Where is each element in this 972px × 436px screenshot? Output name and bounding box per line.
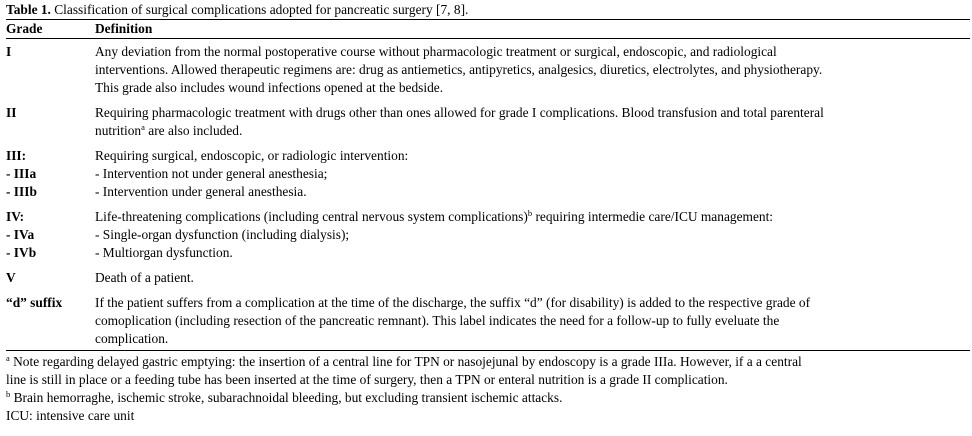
definition-line: Death of a patient. — [95, 270, 194, 285]
grade-cell — [6, 140, 95, 201]
definition-line: - Intervention under general anesthesia. — [95, 184, 307, 199]
grade-label: III: — [6, 148, 27, 163]
grade-cell — [6, 201, 95, 262]
definition-cell — [95, 39, 970, 98]
definition-cell — [95, 97, 970, 140]
grade-label: II — [6, 105, 17, 120]
footnote-a-continued: line is still in place or a feeding tube has been inserted at the time of surgery, then a TPN or enteral nutrition is a grade II complication. — [6, 372, 728, 387]
table-caption-label: Table 1. — [6, 2, 51, 17]
footnote-marker-b: b — [527, 208, 533, 218]
complications-table — [6, 19, 970, 351]
table-row — [6, 39, 970, 98]
footnote-a — [6, 353, 970, 371]
definition-line: This grade also includes wound infections opened at the bedside. — [95, 80, 444, 95]
table-document — [0, 1, 972, 436]
table-row — [6, 262, 970, 287]
definition-line: comoplication (including resection of the pancreatic remnant). This label indicates the need for a follow-up to fully eveluate the — [95, 313, 780, 328]
grade-sublabel: - IVa — [6, 227, 35, 242]
definition-text: Life-threatening complications (including central nervous system complications) — [95, 209, 528, 224]
definition-line — [95, 122, 970, 140]
definition-cell — [95, 287, 970, 351]
definition-line: Requiring surgical, endoscopic, or radiologic intervention: — [95, 148, 409, 163]
definition-cell — [95, 140, 970, 201]
grade-cell — [6, 97, 95, 140]
header-definition: Definition — [95, 20, 970, 39]
grade-cell — [6, 262, 95, 287]
definition-line: If the patient suffers from a complication at the time of the discharge, the suffix “d” (for disability) is added to the respective grade of — [95, 295, 811, 310]
header-grade: Grade — [6, 20, 95, 39]
table-row — [6, 287, 970, 351]
table-caption — [6, 1, 970, 19]
table-row — [6, 140, 970, 201]
grade-label: IV: — [6, 209, 25, 224]
table-row — [6, 97, 970, 140]
grade-sublabel: - IVb — [6, 245, 37, 260]
grade-label: I — [6, 44, 12, 59]
definition-text: nutrition — [95, 123, 142, 138]
footnote-icu: ICU: intensive care unit — [6, 408, 135, 423]
definition-line: - Multiorgan dysfunction. — [95, 245, 233, 260]
table-header-row — [6, 20, 970, 39]
footnote-b-mark: b — [6, 389, 11, 399]
definition-cell — [95, 262, 970, 287]
grade-cell — [6, 287, 95, 351]
definition-line: Any deviation from the normal postoperative course without pharmacologic treatment or surgical, endoscopic, and radiological — [95, 44, 777, 59]
footnote-a-mark: a — [6, 353, 10, 363]
grade-label: V — [6, 270, 16, 285]
grade-sublabel: - IIIa — [6, 166, 37, 181]
footnote-marker-a: a — [141, 122, 145, 132]
definition-line: complication. — [95, 331, 169, 346]
definition-line: Requiring pharmacologic treatment with drugs other than ones allowed for grade I complications. Blood transfusion and total parenteral — [95, 105, 824, 120]
definition-text: are also included. — [144, 123, 243, 138]
definition-line: interventions. Allowed therapeutic regimens are: drug as antiemetics, antipyretics, analgesics, diuretics, electrolytes, and physiotherapy. — [95, 62, 823, 77]
definition-cell — [95, 201, 970, 262]
footnote-b-text: Brain hemorraghe, ischemic stroke, subarachnoidal bleeding, but excluding transient ischemic attacks. — [10, 390, 563, 405]
table-caption-text: Classification of surgical complications adopted for pancreatic surgery [7, 8]. — [50, 2, 469, 17]
definition-line: - Intervention not under general anesthesia; — [95, 166, 328, 181]
footnote-a-text: Note regarding delayed gastric emptying: the insertion of a central line for TPN or nasojejunal by endoscopy is a grade IIIa. However, if a a central — [9, 354, 802, 369]
grade-sublabel: - IIIb — [6, 184, 37, 199]
definition-text: requiring intermedie care/ICU management: — [532, 209, 774, 224]
grade-label: “d” suffix — [6, 295, 63, 310]
grade-cell — [6, 39, 95, 98]
table-row — [6, 201, 970, 262]
definition-line — [95, 208, 970, 226]
table-footnotes — [6, 353, 970, 425]
definition-line: - Single-organ dysfunction (including dialysis); — [95, 227, 350, 242]
footnote-b — [6, 389, 970, 407]
